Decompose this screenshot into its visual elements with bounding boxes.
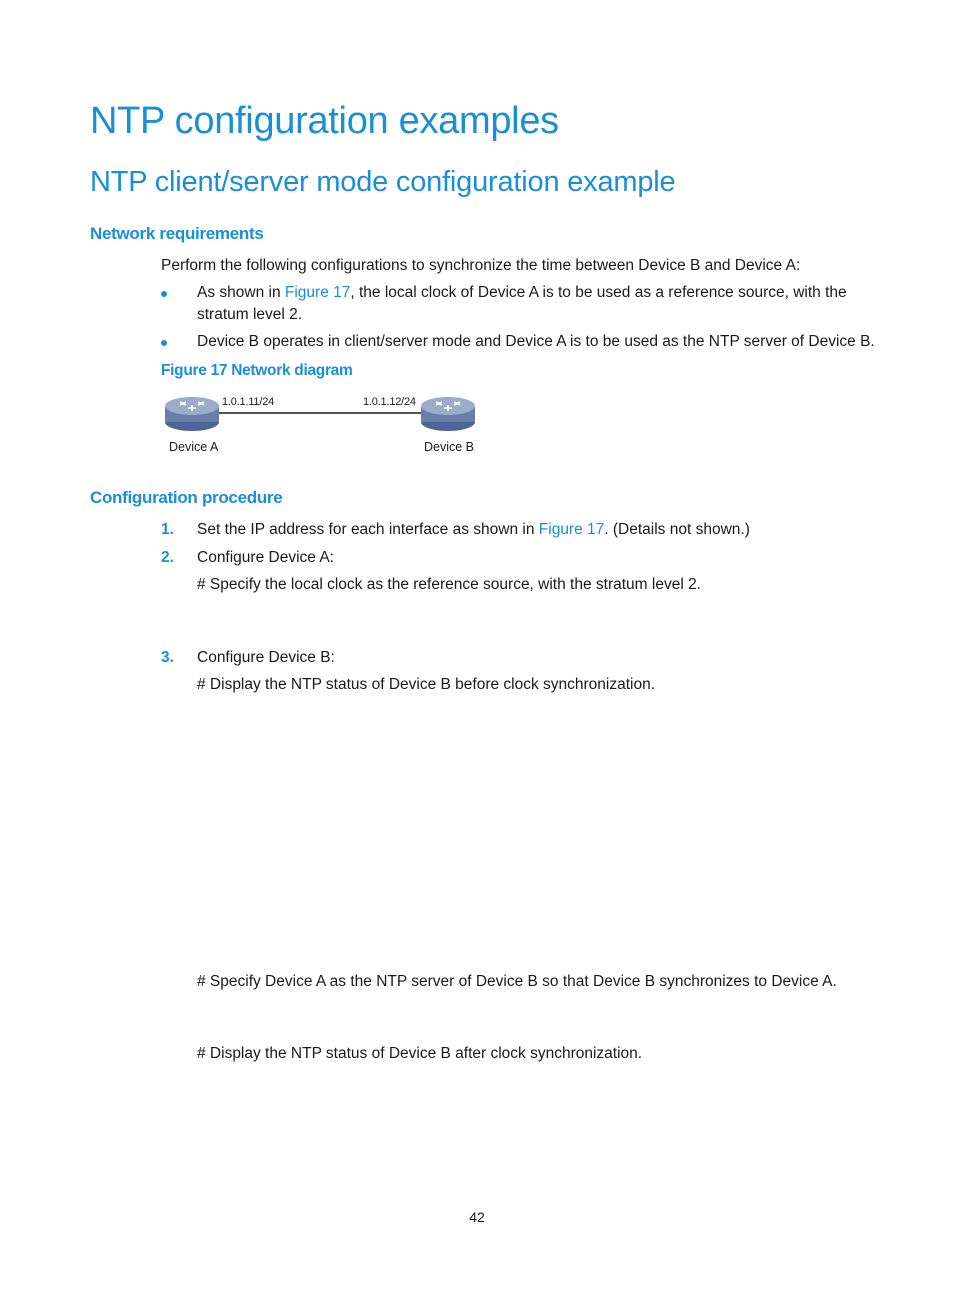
step-3-note-2: # Specify Device A as the NTP server of Device B so that Device B synchronizes to Device A.: [197, 973, 837, 990]
page-number: 42: [469, 1209, 485, 1225]
device-a-ip: 1.0.1.11/24: [222, 396, 275, 408]
step-2-text: Configure Device A:: [197, 549, 334, 566]
device-a-label: Device A: [169, 440, 219, 454]
step-3-note-3: # Display the NTP status of Device B after clock synchronization.: [197, 1045, 643, 1062]
bullet-1-text: As shown in: [197, 284, 285, 301]
configuration-procedure-heading: Configuration procedure: [90, 488, 283, 507]
device-b-label: Device B: [424, 440, 475, 454]
network-diagram: [160, 390, 490, 440]
figure-caption: Figure 17 Network diagram: [161, 362, 353, 379]
step-1-text: [197, 519, 750, 541]
page-title: NTP configuration examples: [90, 100, 559, 142]
bullet-item-1-line2: stratum level 2.: [197, 306, 303, 323]
router-icon: [165, 397, 219, 431]
step-2-number: 2.: [161, 549, 174, 566]
figure-17-link[interactable]: Figure 17: [538, 521, 605, 538]
step-3-number: 3.: [161, 649, 174, 666]
step-3-note-1: # Display the NTP status of Device B before clock synchronization.: [197, 676, 656, 693]
step-1-number: 1.: [161, 521, 174, 538]
router-icon: [421, 397, 475, 431]
section-title: NTP client/server mode configuration example: [90, 166, 676, 198]
step-2-note: # Specify the local clock as the reference source, with the stratum level 2.: [197, 576, 701, 593]
figure-17-link[interactable]: Figure 17: [284, 284, 351, 301]
bullet-item-1: [197, 282, 847, 304]
bullet-marker: [161, 291, 167, 297]
bullet-item-2: Device B operates in client/server mode and Device A is to be used as the NTP server of Device B.: [197, 333, 875, 350]
bullet-marker: [161, 340, 167, 346]
network-requirements-heading: Network requirements: [90, 224, 264, 243]
device-b-ip: 1.0.1.12/24: [363, 396, 416, 408]
step-1-text-pre: Set the IP address for each interface as shown in: [197, 521, 539, 538]
requirements-intro: Perform the following configurations to synchronize the time between Device B and Device A:: [161, 257, 801, 274]
step-3-text: Configure Device B:: [197, 649, 335, 666]
bullet-1-text-cont: , the local clock of Device A is to be used as a reference source, with the: [350, 284, 847, 301]
step-1-text-post: . (Details not shown.): [604, 521, 750, 538]
